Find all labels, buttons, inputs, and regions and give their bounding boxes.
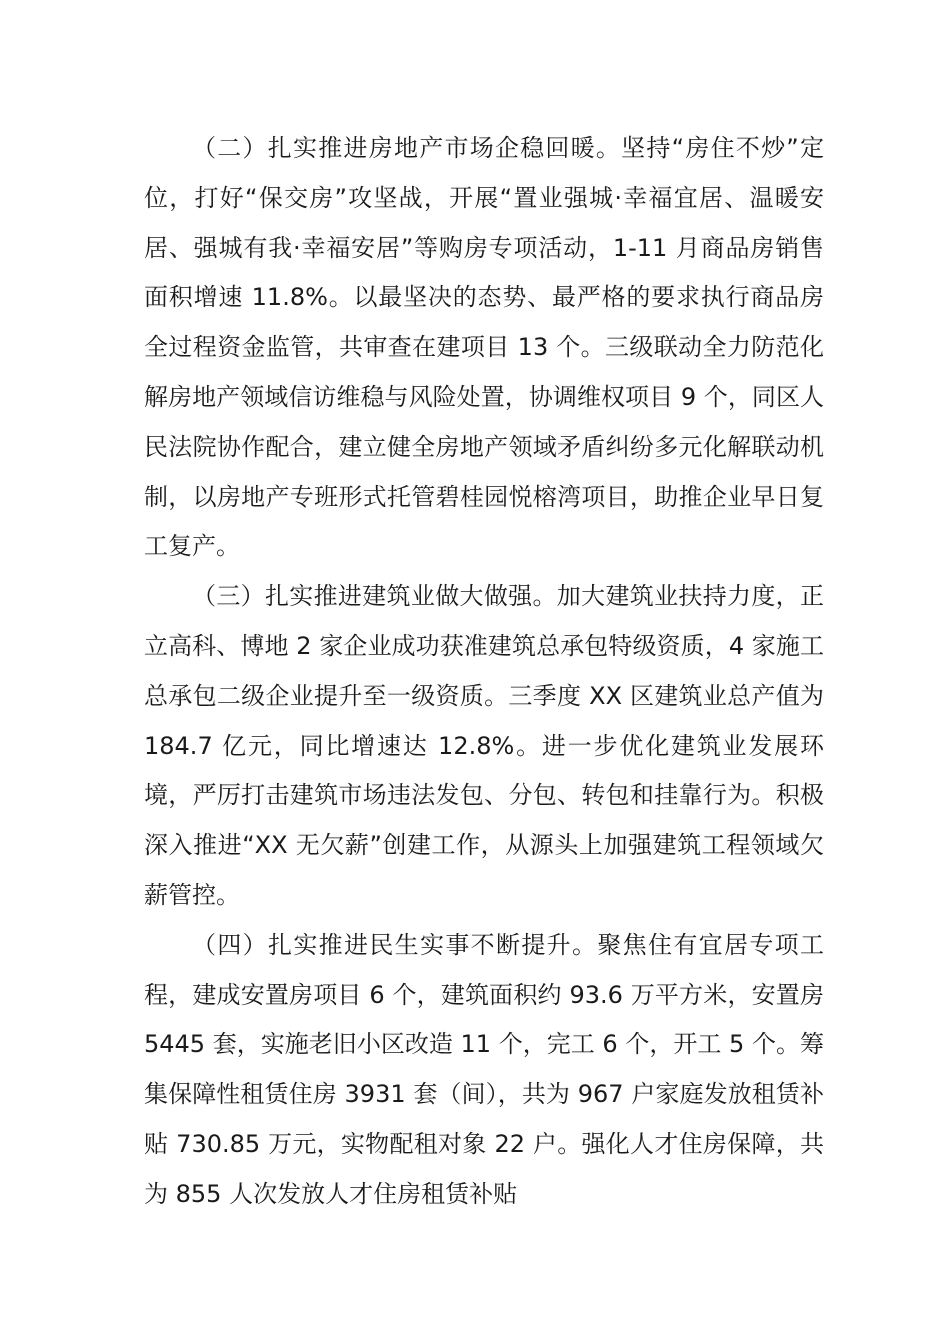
paragraph-construction-industry: （三）扎实推进建筑业做大做强。加大建筑业扶持力度，正立高科、博地 2 家企业成功获准建筑总承包特级资质，4 家施工总承包二级企业提升至一级资质。三季度 XX 区建筑业总产值为 184.7 亿元，同比增速达 12.8%。进一步优化建筑业发展环境，严厉打击建筑市场违法发包、分包、转包和挂靠行为。积极深入推进“XX 无欠薪”创建工作，从源头上加强建筑工程领域欠薪管控。 (144, 582, 824, 909)
document-body (144, 124, 824, 1220)
paragraph-livelihood-projects: （四）扎实推进民生实事不断提升。聚焦住有宜居专项工程，建成安置房项目 6 个，建筑面积约 93.6 万平方米，安置房 5445 套，实施老旧小区改造 11 个，完工 6 个，开工 5 个。筹集保障性租赁住房 3931 套（间），共为 967 户家庭发放租赁补贴 730.85 万元，实物配租对象 22 户。强化人才住房保障，共为 855 人次发放人才住房租赁补贴 (144, 930, 824, 1208)
paragraph-real-estate-market: （二）扎实推进房地产市场企稳回暖。坚持“房住不炒”定位，打好“保交房”攻坚战，开展“置业强城·幸福宜居、温暖安居、强城有我·幸福安居”等购房专项活动，1-11 月商品房销售面积增速 11.8%。以最坚决的态势、最严格的要求执行商品房全过程资金监管，共审查在建项目 13 个。三级联动全力防范化解房地产领域信访维稳与风险处置，协调维权项目 9 个，同区人民法院协作配合，建立健全房地产领域矛盾纠纷多元化解联动机制，以房地产专班形式托管碧桂园悦榕湾项目，助推企业早日复工复产。 (144, 134, 824, 561)
